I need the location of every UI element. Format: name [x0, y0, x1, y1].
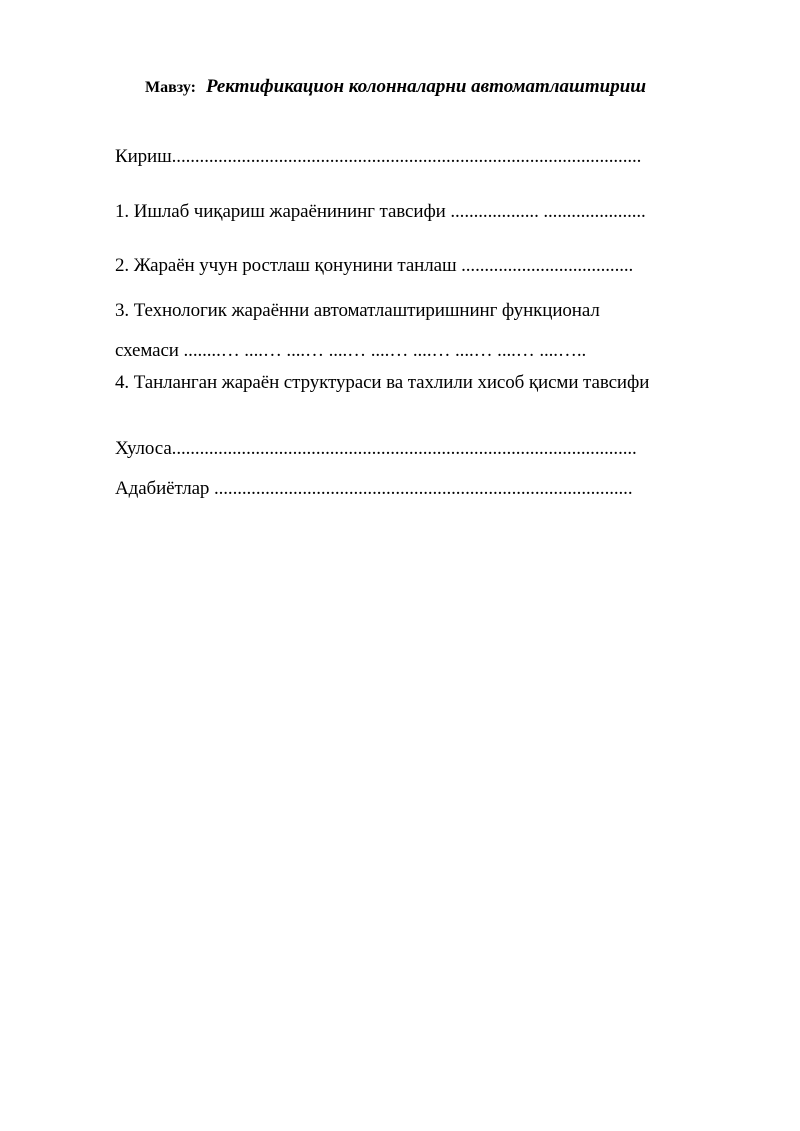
toc-item-4: 4. Танланган жараён структураси ва тахлили хисоб қисми тавсифи: [115, 372, 650, 393]
toc-item-3-line-1: 3. Технологик жараённи автоматлаштиришнинг функционал: [115, 300, 600, 321]
toc-item-conclusion: Хулоса....................................................................................................: [115, 438, 637, 459]
toc-item-references: Адабиётлар ..........................................................................................: [115, 478, 633, 499]
toc-item-2: 2. Жараён учун ростлаш қонунини танлаш .....................................: [115, 255, 634, 276]
title-topic: Ректификацион колонналарни автоматлаштириш: [205, 76, 647, 97]
toc-item-1: 1. Ишлаб чиқариш жараёнининг тавсифи ................... ......................: [115, 201, 646, 222]
toc-item-3-line-2: схемаси ........… ....… ....… ....… ....… ....… ....… ....… ....…..: [115, 340, 587, 361]
title-label: Мавзу:: [145, 79, 196, 96]
toc-item-introduction: Кириш.....................................................................................................: [115, 146, 642, 167]
document-title: [145, 76, 646, 98]
